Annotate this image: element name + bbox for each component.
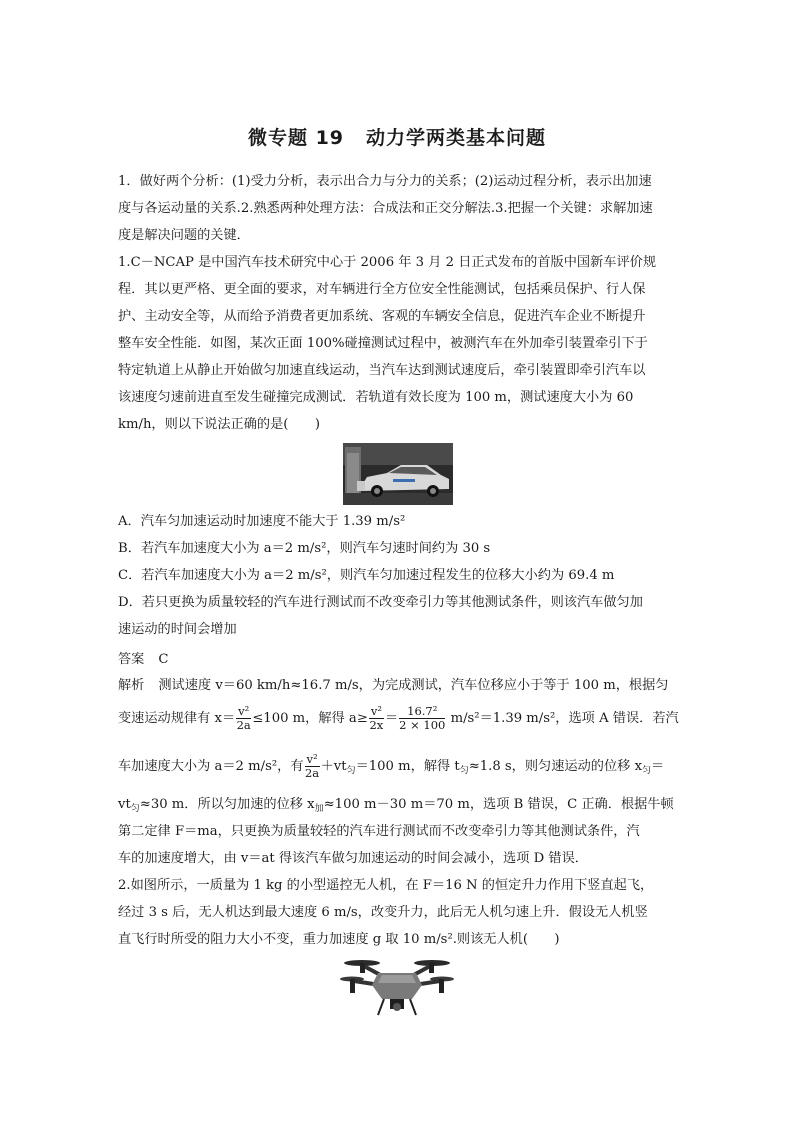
fraction-denominator: 2a bbox=[236, 718, 251, 732]
q1-stem-line: 1.C－NCAP 是中国汽车技术研究中心于 2006 年 3 月 2 日正式发布的首版中国新车评价规 bbox=[118, 255, 657, 270]
fraction-denominator: 2x bbox=[369, 718, 384, 732]
fraction-denominator: 2 × 100 bbox=[399, 718, 446, 732]
crash-test-car-photo bbox=[343, 443, 453, 505]
subscript: 加 bbox=[314, 804, 324, 814]
fraction-numerator: v² bbox=[238, 704, 250, 718]
analysis-text: 变速运动规律有 x＝ bbox=[118, 711, 236, 726]
answer-label: 答案 bbox=[118, 652, 145, 667]
q1-stem-line: 整车安全性能．如图，某次正面 100%碰撞测试过程中，被测汽车在外加牵引装置牵引下于 bbox=[118, 336, 648, 351]
title-topic-name: 动力学两类基本问题 bbox=[366, 127, 547, 149]
subscript: 匀 bbox=[130, 804, 140, 814]
q1-analysis-line-6: 车的加速度增大，由 v＝at 得该汽车做匀加速运动的时间会减小，选项 D 错误． bbox=[118, 851, 588, 866]
analysis-text: ＝ bbox=[651, 759, 665, 774]
subscript: 匀 bbox=[459, 766, 469, 776]
q2-stem-line: 2.如图所示，一质量为 1 kg 的小型遥控无人机，在 F＝16 N 的恒定升力作用下竖直起飞， bbox=[118, 878, 654, 893]
analysis-text: ＝100 m，解得 t bbox=[355, 759, 460, 774]
fraction-numerator: v² bbox=[370, 704, 382, 718]
fraction-v2-over-2x bbox=[369, 705, 384, 732]
fraction-denominator: 2a bbox=[304, 766, 320, 780]
q1-analysis-line-2: 变速运动规律有 x＝ $\frac{\text{v²}}{2a}$ ≤100 m，解得 a≥ $\frac{\text{v²}}{2x}$ ＝ $\frac{\text{16.7²}}{2 \times 100}$ m/s²＝1.39 m/s²，选项 A 错误．若汽 bbox=[118, 704, 679, 732]
q1-analysis-line-5: 第二定律 F＝ma，只更换为质量较轻的汽车进行测试而不改变牵引力等其他测试条件，汽 bbox=[118, 824, 640, 839]
fraction-numerator: 16.7² bbox=[399, 705, 445, 719]
analysis-text: ≈30 m．所以匀加速的位移 x bbox=[139, 797, 315, 812]
fraction-v2-over-2a bbox=[305, 753, 320, 780]
q1-stem-line: 护、主动安全等，从而给予消费者更加系统、客观的车辆安全信息，促进汽车企业不断提升 bbox=[118, 309, 646, 324]
q1-answer bbox=[118, 650, 678, 670]
analysis-text: m/s²＝1.39 m/s²，选项 A 错误．若汽 bbox=[450, 711, 679, 726]
q1-option-a: A．汽车匀加速运动时加速度不能大于 1.39 m/s² bbox=[118, 514, 406, 529]
analysis-text: 测试速度 v＝60 km/h≈16.7 m/s，为完成测试，汽车位移应小于等于 100 m，根据匀 bbox=[158, 678, 669, 693]
q1-option-d: D．若只更换为质量较轻的汽车进行测试而不改变牵引力等其他测试条件，则该汽车做匀加 bbox=[118, 595, 643, 610]
subscript: 匀 bbox=[642, 766, 652, 776]
analysis-text: ＋vt bbox=[320, 759, 347, 774]
q2-stem-line: 经过 3 s 后，无人机达到最大速度 6 m/s，改变升力，此后无人机匀速上升．假设无人机竖 bbox=[118, 905, 648, 920]
drone-photo bbox=[340, 955, 454, 1019]
page-title bbox=[0, 123, 794, 150]
q1-analysis-line-4 bbox=[118, 795, 678, 819]
fraction-v2-over-2a bbox=[236, 705, 251, 732]
fraction-numerator: v² bbox=[306, 752, 318, 766]
q1-stem-line: km/h，则以下说法正确的是( ) bbox=[118, 417, 320, 432]
q1-stem-line: 特定轨道上从静止开始做匀加速直线运动，当汽车达到测试速度后，牵引装置即牵引汽车以 bbox=[118, 363, 646, 378]
analysis-text: ≈100 m－30 m＝70 m，选项 B 错误，C 正确．根据牛顿 bbox=[323, 797, 674, 812]
intro-line-2: 度与各运动量的关系.2.熟悉两种处理方法：合成法和正交分解法.3.把握一个关键：求解加速 bbox=[118, 201, 653, 216]
title-topic-number: 微专题 19 bbox=[247, 127, 345, 149]
q1-option-c: C．若汽车加速度大小为 a＝2 m/s²，则汽车匀加速过程发生的位移大小约为 69.4 m bbox=[118, 568, 615, 583]
q1-option-b: B．若汽车加速度大小为 a＝2 m/s²，则汽车匀速时间约为 30 s bbox=[118, 541, 491, 556]
subscript: 匀 bbox=[346, 766, 356, 776]
q1-analysis-line-3 bbox=[118, 752, 678, 786]
analysis-text: 车加速度大小为 a＝2 m/s²，有 bbox=[118, 759, 304, 774]
intro-line-1: 1．做好两个分析：(1)受力分析，表示出合力与分力的关系；(2)运动过程分析，表示出加速 bbox=[118, 174, 652, 189]
analysis-label: 解析 bbox=[118, 678, 145, 693]
analysis-text: vt bbox=[118, 797, 131, 812]
q1-option-d-cont: 速运动的时间会增加 bbox=[118, 622, 237, 637]
q1-stem-line: 该速度匀速前进直至发生碰撞完成测试．若轨道有效长度为 100 m，测试速度大小为 60 bbox=[118, 390, 634, 405]
q1-stem-line: 程．其以更严格、更全面的要求，对车辆进行全方位安全性能测试，包括乘员保护、行人保 bbox=[118, 282, 646, 297]
intro-line-3: 度是解决问题的关键． bbox=[118, 228, 250, 243]
q1-analysis-line-1 bbox=[118, 676, 678, 696]
answer-value: C bbox=[158, 652, 169, 667]
analysis-text: ≈1.8 s，则匀速运动的位移 x bbox=[468, 759, 643, 774]
q2-stem-line: 直飞行时所受的阻力大小不变，重力加速度 g 取 10 m/s².则该无人机( ) bbox=[118, 932, 560, 947]
fraction-numeric bbox=[399, 705, 445, 732]
analysis-text: ≤100 m，解得 a≥ bbox=[252, 711, 368, 726]
